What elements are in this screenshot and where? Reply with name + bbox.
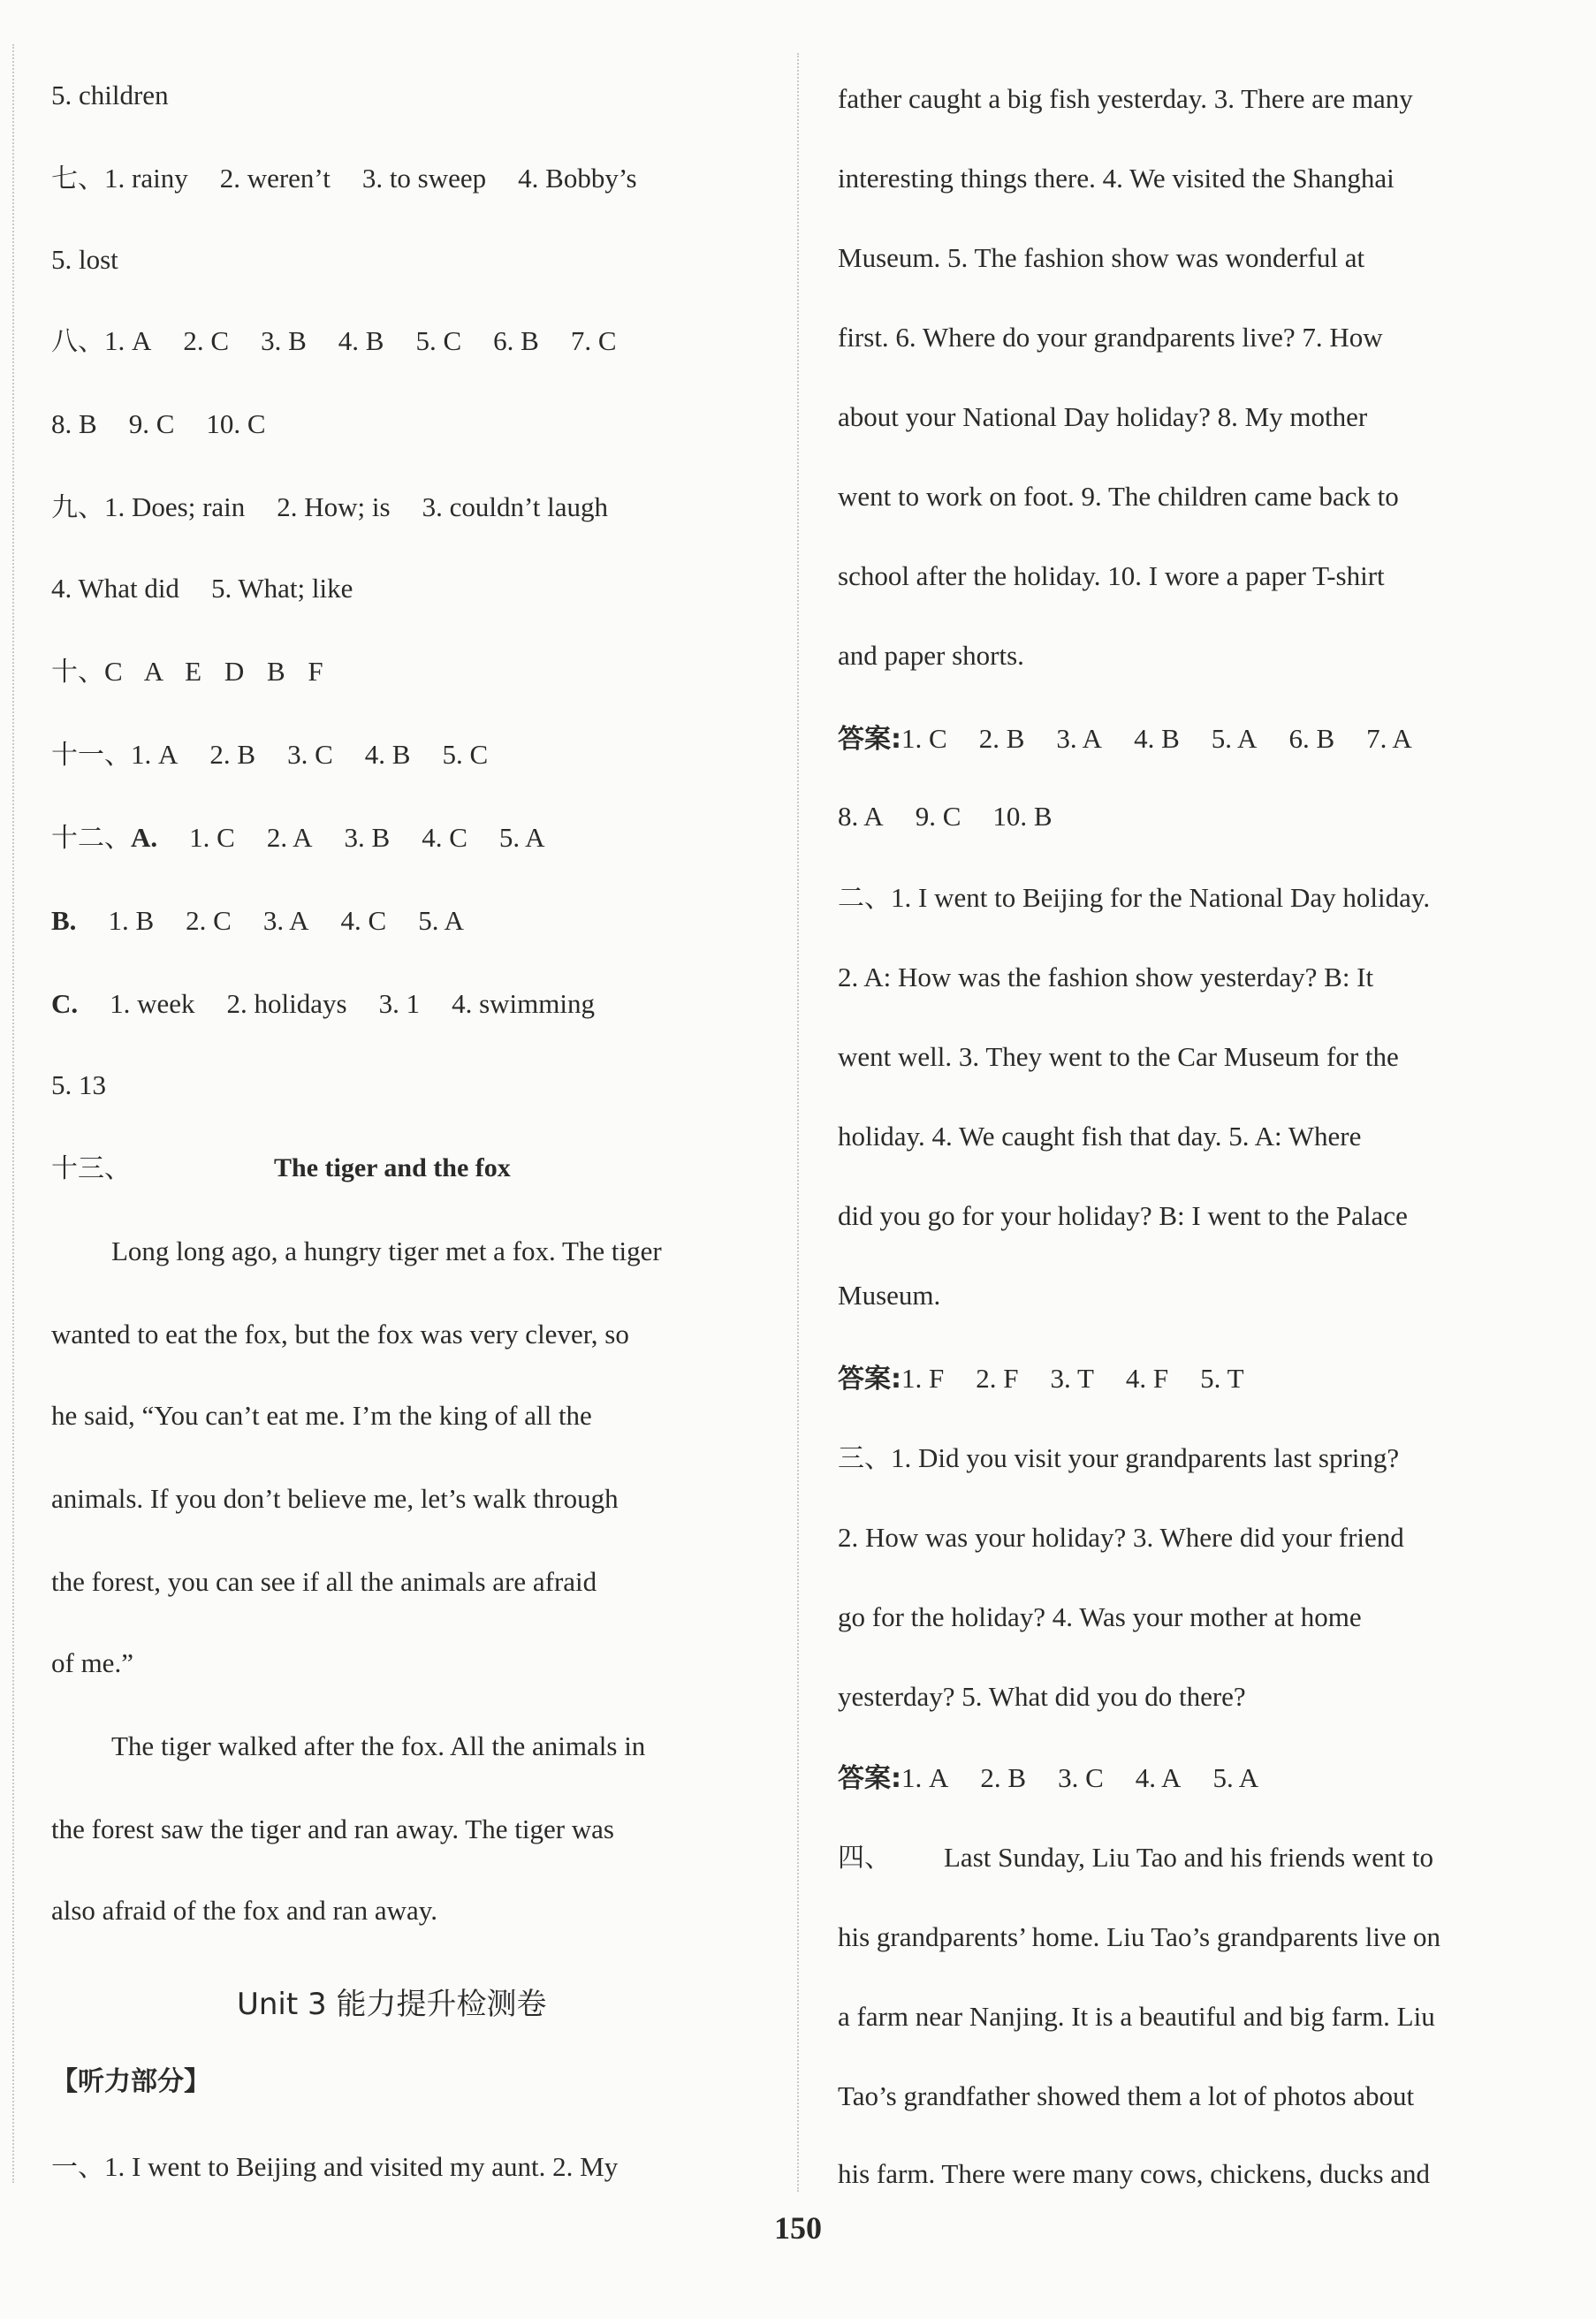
section-number: 一、 [51,2152,104,2183]
section-number: 十一、 [51,740,131,771]
story-line: he said, “You can’t eat me. I’m the king of all the [51,1400,592,1431]
transcript-line: interesting things there. 4. We visited the Shanghai [838,163,1395,194]
story-heading-line [51,1151,131,1186]
answer-line: 5. lost [51,244,118,275]
story-line: the forest saw the tiger and ran away. The tiger was [51,1813,614,1844]
answer-line: 十二、A. 1. C 2. A 3. B 4. C 5. A [51,822,545,854]
transcript-line: 三、1. Did you visit your grandparents last spring? [838,1442,1400,1474]
story-title: The tiger and the fox [274,1153,511,1182]
transcript-line: go for the holiday? 4. Was your mother at home [838,1601,1362,1632]
transcript-line: holiday. 4. We caught fish that day. 5. A: Where [838,1121,1362,1152]
passage-line: 四、 Last Sunday, Liu Tao and his friends went to [838,1842,1434,1874]
answer-key-line: 答案:1. F 2. F 3. T 4. F 5. T [838,1363,1244,1395]
story-line: of me.” [51,1647,133,1678]
section-label: 【听力部分】 [51,2066,210,2097]
answer-line: C. 1. week 2. holidays 3. 1 4. swimming [51,988,596,1019]
passage-line: a farm near Nanjing. It is a beautiful and big farm. Liu [838,2001,1435,2032]
answer-line: 一、1. I went to Beijing and visited my aunt. 2. My [51,2151,619,2183]
passage-line: his farm. There were many cows, chickens, ducks and [838,2158,1431,2189]
answer-line: 4. What did 5. What; like [51,573,353,604]
answer-line: 5. children [51,80,169,110]
section-number: 三、 [838,1443,891,1474]
section-number: 七、 [51,163,104,194]
transcript-line: Museum. 5. The fashion show was wonderful at [838,242,1365,273]
section-number: 四、 [838,1843,891,1874]
answer-key-line: 答案:1. C 2. B 3. A 4. B 5. A 6. B 7. A [838,723,1412,755]
answer-line: 九、1. Does; rain 2. How; is 3. couldn’t laugh [51,491,608,523]
section-number: 十、 [51,657,104,688]
section-number: 十三、 [51,1153,131,1184]
story-line: animals. If you don’t believe me, let’s walk through [51,1483,619,1514]
transcript-line: 2. A: How was the fashion show yesterday? B: It [838,962,1374,992]
transcript-line: school after the holiday. 10. I wore a paper T-shirt [838,560,1385,591]
transcript-line: and paper shorts. [838,640,1024,671]
answer-line: 十一、1. A 2. B 3. C 4. B 5. C [51,739,489,771]
transcript-line: 二、1. I went to Beijing for the National Day holiday. [838,882,1431,914]
answer-key-line: 8. A 9. C 10. B [838,801,1053,832]
transcript-line: yesterday? 5. What did you do there? [838,1681,1246,1712]
answer-key-line: 答案:1. A 2. B 3. C 4. A 5. A [838,1762,1259,1794]
transcript-line: Museum. [838,1280,941,1311]
answer-line: 十、C A E D B F [51,656,323,688]
section-number: 二、 [838,883,891,914]
transcript-line: first. 6. Where do your grandparents live? 7. How [838,322,1383,353]
story-line: wanted to eat the fox, but the fox was very clever, so [51,1319,629,1350]
section-number: 八、 [51,326,104,357]
left-margin-rule [12,44,14,2183]
answer-line: 八、1. A 2. C 3. B 4. B 5. C 6. B 7. C [51,325,617,357]
section-number: 九、 [51,492,104,523]
transcript-line: went well. 3. They went to the Car Museum for the [838,1041,1399,1072]
passage-line: Tao’s grandfather showed them a lot of photos about [838,2080,1415,2111]
story-line: The tiger walked after the fox. All the animals in [111,1730,646,1761]
transcript-line: went to work on foot. 9. The children came back to [838,481,1399,512]
transcript-line: father caught a big fish yesterday. 3. There are many [838,83,1413,114]
transcript-line: about your National Day holiday? 8. My mother [838,401,1368,432]
column-divider [797,53,799,2192]
answer-line: B. 1. B 2. C 3. A 4. C 5. A [51,905,464,936]
section-number: 十二、 [51,823,131,854]
story-line: the forest, you can see if all the animals are afraid [51,1566,597,1597]
answer-line: 8. B 9. C 10. C [51,408,266,439]
unit-title: Unit 3 能力提升检测卷 [237,1987,547,2022]
passage-line: his grandparents’ home. Liu Tao’s grandparents live on [838,1921,1440,1952]
transcript-line: 2. How was your holiday? 3. Where did your friend [838,1522,1404,1553]
answer-line: 七、1. rainy 2. weren’t 3. to sweep 4. Bobby’s [51,163,637,194]
story-line: also afraid of the fox and ran away. [51,1895,437,1926]
story-line: Long long ago, a hungry tiger met a fox. The tiger [111,1236,662,1266]
page-number: 150 [774,2210,822,2246]
transcript-line: did you go for your holiday? B: I went to the Palace [838,1200,1408,1231]
answer-line: 5. 13 [51,1069,106,1100]
